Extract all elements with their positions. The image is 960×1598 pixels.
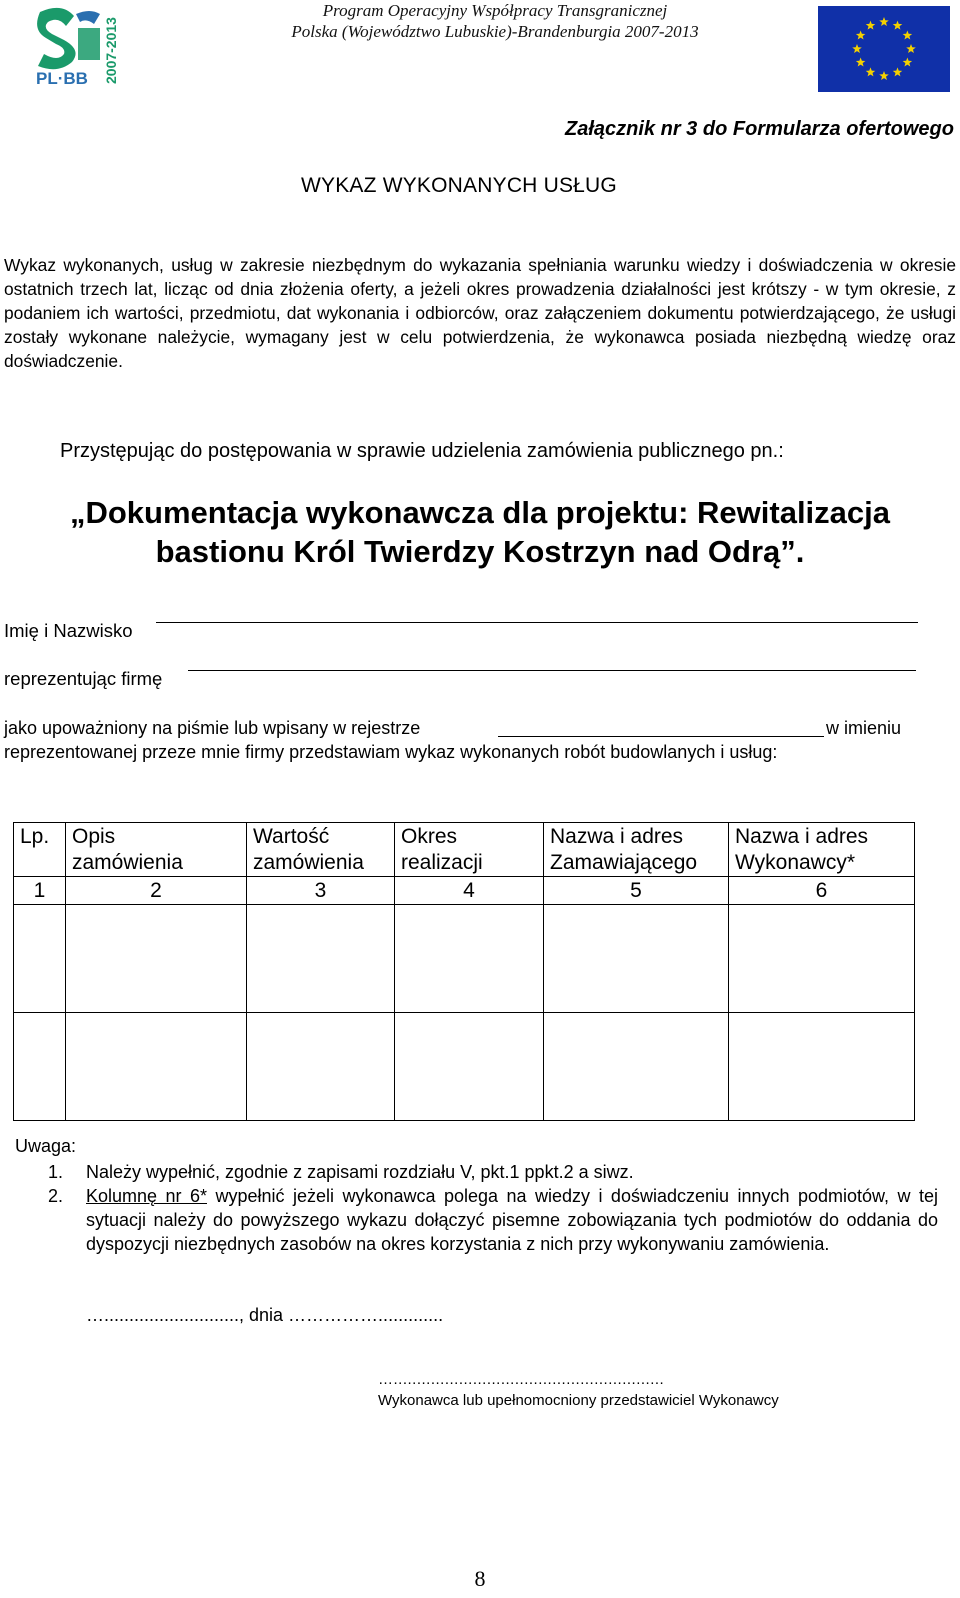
program-line-2: Polska (Województwo Lubuskie)-Brandenburgia 2007-2013 xyxy=(291,22,699,41)
services-table xyxy=(13,822,915,1121)
table-cell[interactable] xyxy=(66,1013,247,1121)
procedure-intro: Przystępując do postępowania w sprawie udzielenia zamówienia publicznego pn.: xyxy=(60,440,784,462)
company-label: reprezentując firmę xyxy=(4,668,163,689)
plbb-logo xyxy=(34,4,124,88)
header-value: Wartość zamówienia xyxy=(247,823,395,877)
table-cell[interactable] xyxy=(247,1013,395,1121)
header-period: Okres realizacji xyxy=(395,823,544,877)
column-number: 2 xyxy=(66,877,247,905)
notes-heading: Uwaga: xyxy=(15,1136,77,1156)
company-field[interactable] xyxy=(188,670,916,671)
column-number: 6 xyxy=(729,877,915,905)
program-name xyxy=(200,0,790,42)
header-lp: Lp. xyxy=(14,823,66,877)
authorization-text-part-2: w imieniu xyxy=(826,718,902,738)
table-cell[interactable] xyxy=(247,905,395,1013)
table-cell[interactable] xyxy=(395,905,544,1013)
column-number: 1 xyxy=(14,877,66,905)
note-item-2 xyxy=(48,1184,938,1256)
header-client: Nazwa i adres Zamawiającego xyxy=(544,823,729,877)
signature-label: Wykonawca lub upełnomocniony przedstawiciel Wykonawcy xyxy=(378,1392,779,1409)
logo-text: PL·BB xyxy=(36,69,88,88)
note-number: 2. xyxy=(48,1186,64,1206)
program-line-1: Program Operacyjny Współpracy Transgranicznej xyxy=(322,1,668,20)
table-cell[interactable] xyxy=(395,1013,544,1121)
signature-line[interactable]: ….......................................................... xyxy=(378,1371,665,1388)
table-row xyxy=(14,1013,915,1121)
note-item-1 xyxy=(48,1160,938,1184)
attachment-label: Załącznik nr 3 do Formularza ofertowego xyxy=(565,118,954,140)
authorization-text xyxy=(4,716,956,764)
column-number: 4 xyxy=(395,877,544,905)
table-row xyxy=(14,905,915,1013)
table-cell[interactable] xyxy=(544,905,729,1013)
project-title xyxy=(0,493,960,571)
name-field[interactable] xyxy=(156,622,918,623)
header-contractor: Nazwa i adres Wykonawcy* xyxy=(729,823,915,877)
document-title: WYKAZ WYKONANYCH USŁUG xyxy=(301,174,617,197)
table-cell[interactable] xyxy=(729,905,915,1013)
table-cell[interactable] xyxy=(66,905,247,1013)
page-number: 8 xyxy=(474,1566,486,1591)
note-number: 1. xyxy=(48,1162,64,1182)
authorization-text-line-2: reprezentowanej przeze mnie firmy przedstawiam wykaz wykonanych robót budowlanych i usług: xyxy=(4,742,778,762)
table-cell[interactable] xyxy=(14,905,66,1013)
column-number-row xyxy=(14,877,915,905)
authorization-text-part-1: jako upoważniony na piśmie lub wpisany w rejestrze xyxy=(4,718,421,738)
register-field[interactable] xyxy=(498,716,824,737)
column-number: 5 xyxy=(544,877,729,905)
column-number: 3 xyxy=(247,877,395,905)
table-cell[interactable] xyxy=(729,1013,915,1121)
note-text: wypełnić jeżeli wykonawca polega na wiedzy i doświadczeniu innych podmiotów, w tej sytuacji należy do powyższego wykazu dołączyć pisemne zobowiązania tych podmiotów do oddania do dyspozycji niezbędnych zasobów na okres korzystania z nich przy wykonywaniu zamówienia. xyxy=(86,1186,938,1254)
project-title-line-2: bastionu Król Twierdzy Kostrzyn nad Odrą”. xyxy=(155,534,805,569)
name-label: Imię i Nazwisko xyxy=(4,620,133,641)
table-cell[interactable] xyxy=(544,1013,729,1121)
project-title-line-1: „Dokumentacja wykonawcza dla projektu: Rewitalizacja xyxy=(69,495,891,530)
eu-flag-icon xyxy=(818,6,950,92)
table-header-row xyxy=(14,823,915,877)
header-description: Opis zamówienia xyxy=(66,823,247,877)
table-cell[interactable] xyxy=(14,1013,66,1121)
intro-paragraph: Wykaz wykonanych, usług w zakresie niezbędnym do wykazania spełniania warunku wiedzy i doświadczenia w okresie ostatnich trzech lat, licząc od dnia złożenia oferty, a jeżeli okres prowadzenia działalności jest krótszy - w tym okresie, z podaniem ich wartości, przedmiotu, dat wykonania i odbiorców, oraz załączeniem dokumentu potwierdzającego, że usługi zostały wykonane należycie, wymagany jest w celu potwierdzenia, że wykonawca posiada niezbędną wiedzę oraz doświadczenie. xyxy=(4,255,956,371)
logo-years: 2007-2013 xyxy=(103,17,119,84)
place-date-line[interactable]: …..........................., dnia ……………............. xyxy=(86,1305,444,1325)
note-text: Należy wypełnić, zgodnie z zapisami rozdziału V, pkt.1 ppkt.2 a siwz. xyxy=(86,1162,634,1182)
note-column-reference: Kolumnę nr 6* xyxy=(86,1186,207,1206)
